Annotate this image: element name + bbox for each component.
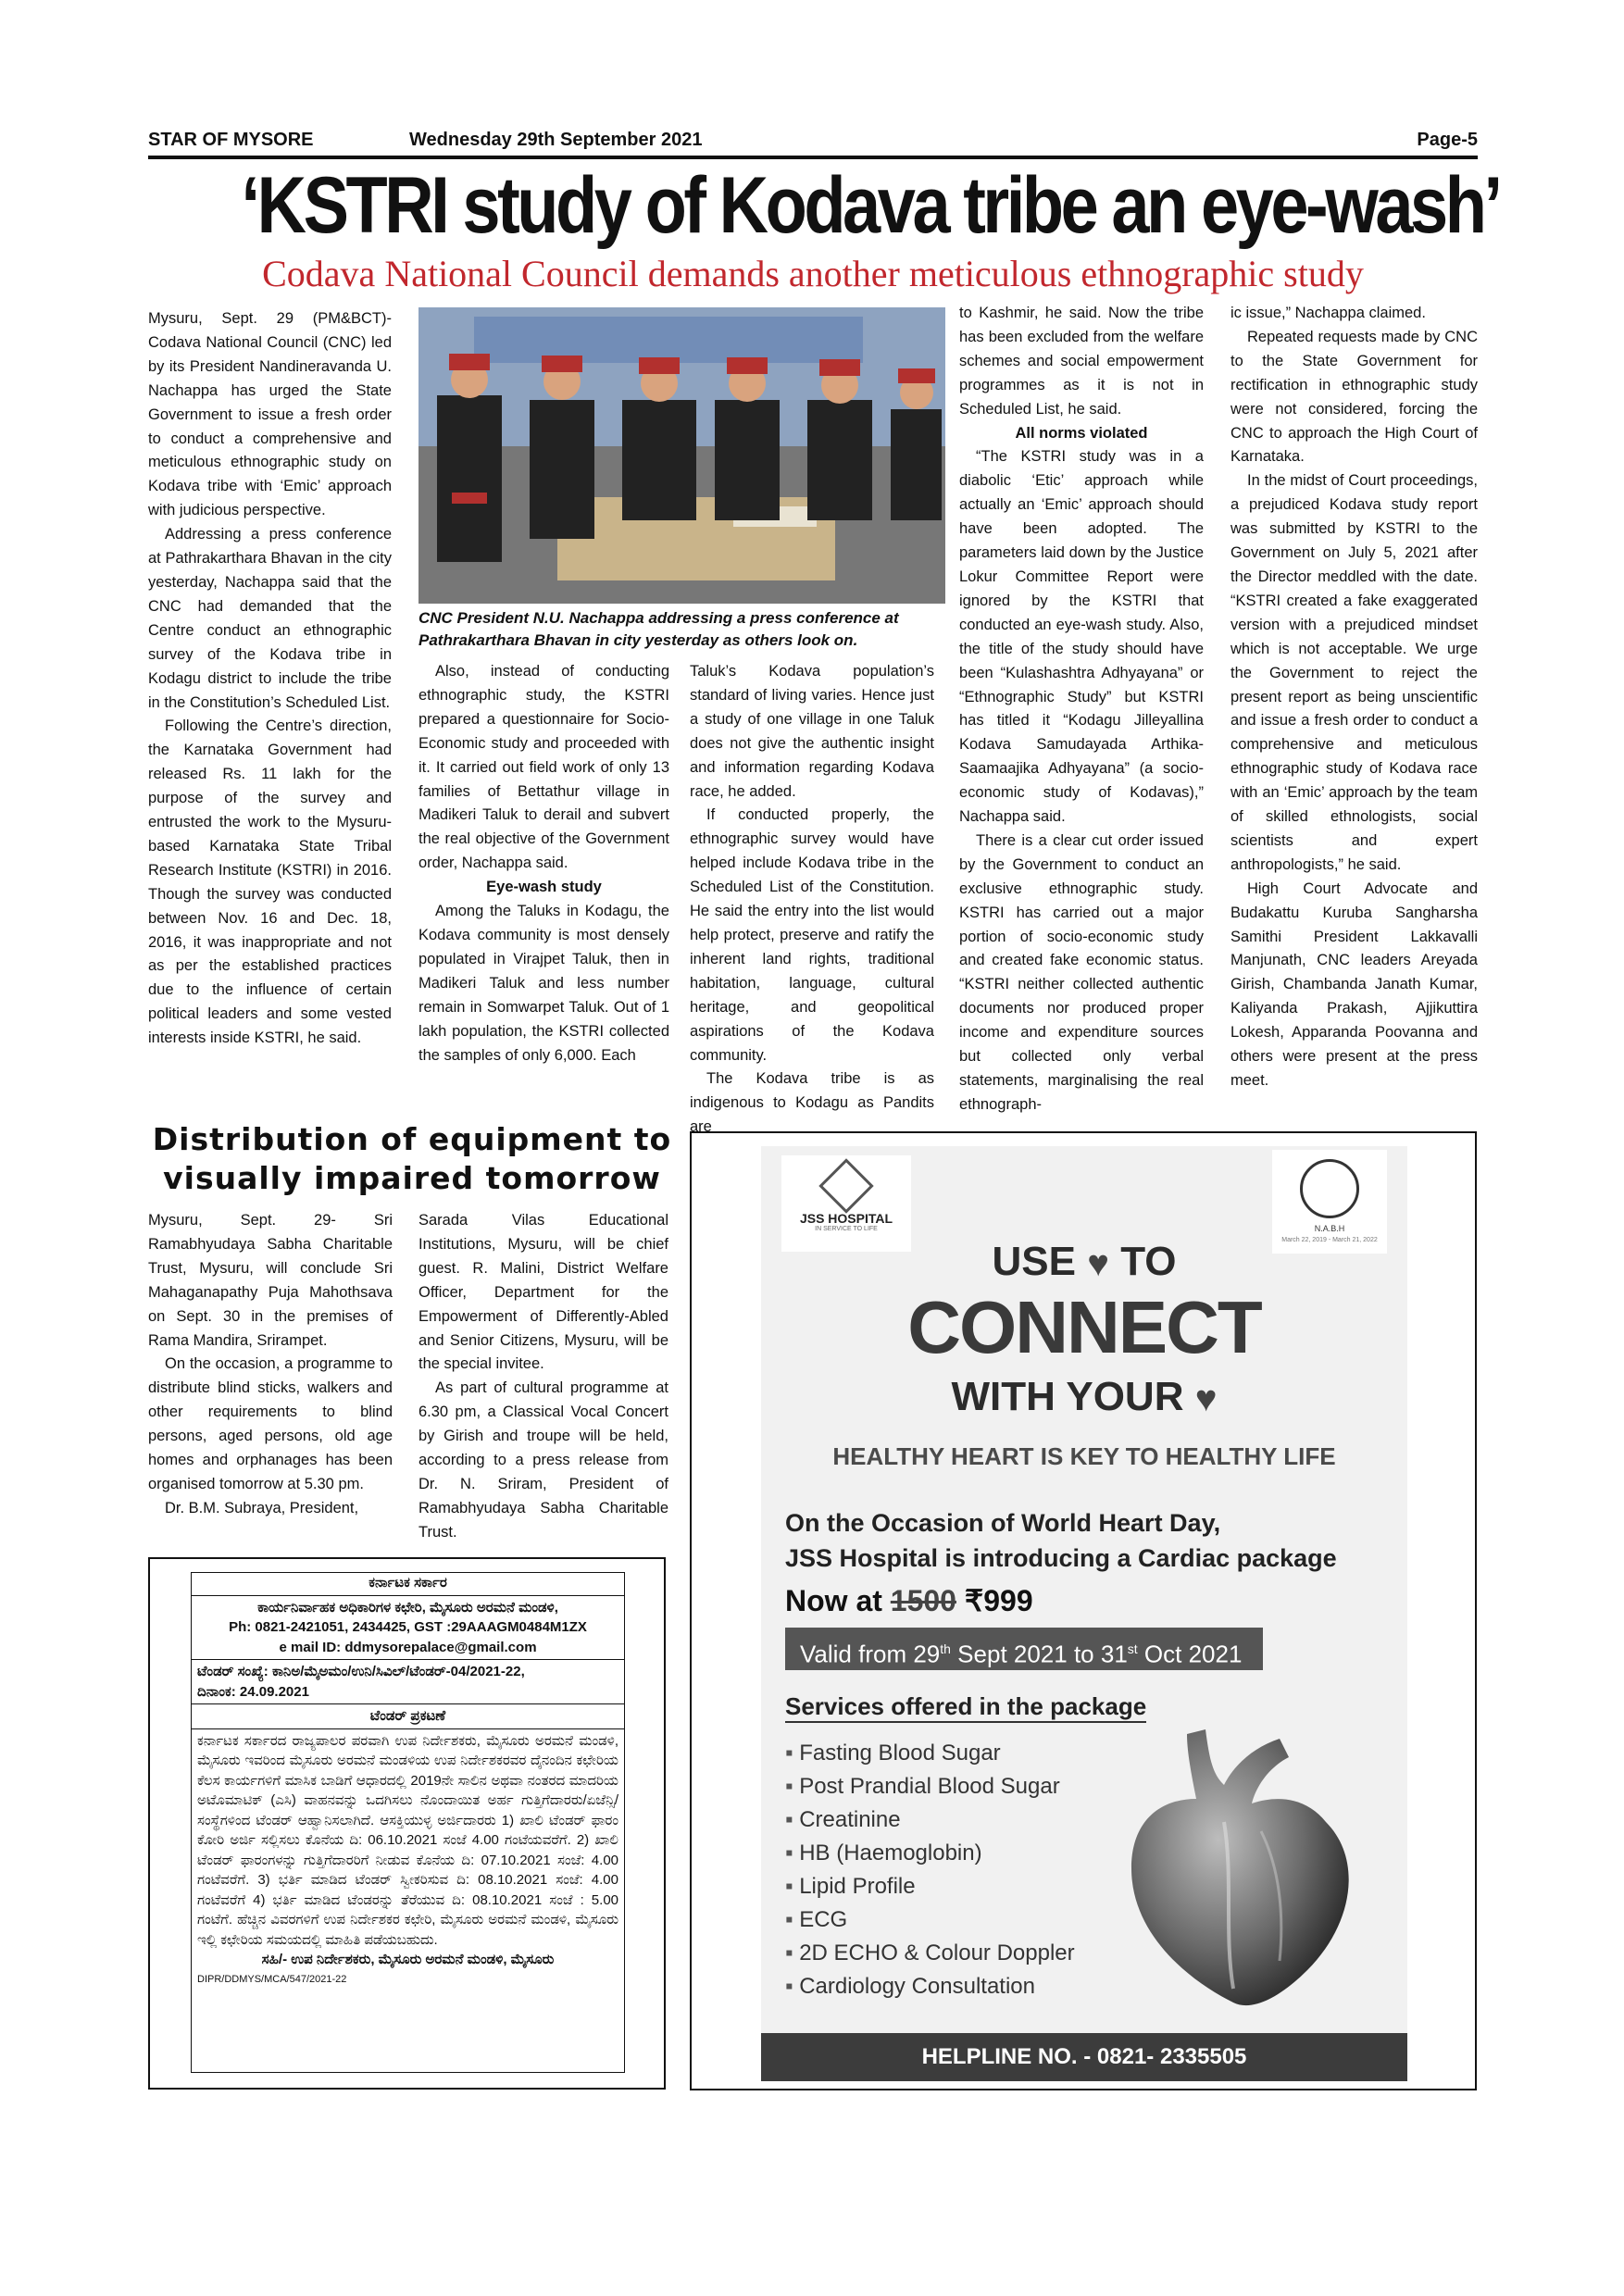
service-item: ▪ Cardiology Consultation xyxy=(785,1970,1075,2003)
old-price: 1500 xyxy=(890,1584,956,1617)
paragraph: High Court Advocate and Budakattu Kuruba Sangharsha Samithi President Lakkavalli Manjunath, CNC leaders Areyada Girish, Chambanda Janath Kumar, Kaliyanda Prakash, Ajjikuttira Lokesh, Apparanda Poovanna and others were present at the press meet. xyxy=(1230,880,1478,1089)
ad-words-with-your: WITH YOUR xyxy=(951,1374,1184,1419)
advertisement-frame xyxy=(690,1131,1477,2090)
tender-notice-box xyxy=(191,1572,625,2073)
ad-word-to: TO xyxy=(1120,1239,1177,1284)
heart-icon: ♥ xyxy=(1194,1378,1218,1419)
heart-icon: ♥ xyxy=(1087,1242,1109,1284)
ad-helpline: HELPLINE NO. - 0821- 2335505 xyxy=(761,2033,1407,2081)
story2-column-1 xyxy=(148,1209,393,1521)
ad-line-use-to xyxy=(761,1239,1407,1285)
validity-sup: th xyxy=(940,1641,951,1656)
price-label: Now at xyxy=(785,1584,882,1617)
notice-divider xyxy=(192,1659,624,1660)
paragraph: In the midst of Court proceedings, a prejudiced Kodava study report was submitted by KSTRI to the Government on July 5, 2021 after the Director meddled with the date. “KSTRI created a fake exaggerated version with a prejudiced mindset which is not acceptable. We urge the Government to reject the present report as being unscientific and issue a fresh order to conduct a comprehensive and meticulous ethnographic study of Kodava race with an ‘Emic’ approach by the team of skilled ethnologists, social scientists and expert anthropologists,” he said. xyxy=(1230,472,1478,873)
story1-column-2 xyxy=(418,660,669,1067)
story2-column-2 xyxy=(418,1209,668,1545)
story1-column-5 xyxy=(1230,302,1478,1093)
newspaper-name: STAR OF MYSORE xyxy=(148,130,314,150)
ad-tagline: HEALTHY HEART IS KEY TO HEALTHY LIFE xyxy=(832,1442,1336,1470)
service-item: ▪ Lipid Profile xyxy=(785,1870,1075,1903)
notice-phone: Ph: 0821-2421051, 2434425, GST :29AAAGM0484M1ZX xyxy=(229,1619,587,1635)
service-item: ▪ Fasting Blood Sugar xyxy=(785,1737,1075,1770)
press-conference-photo xyxy=(418,307,945,604)
page-number: Page-5 xyxy=(1417,130,1478,150)
notice-divider xyxy=(192,1595,624,1596)
paragraph: Among the Taluks in Kodagu, the Kodava community is most densely populated in Virajpet Taluk, then in Madikeri Taluk and less number remain in Somwarpet Taluk. Out of 1 lakh population, the KSTRI collected the samples of only 6,000. Each xyxy=(418,903,669,1064)
paragraph: ic issue,” Nachappa claimed. xyxy=(1230,305,1426,321)
jss-hospital-logo xyxy=(781,1155,911,1252)
services-heading: Services offered in the package xyxy=(785,1692,1146,1723)
story1-headline: ‘KSTRI study of Kodava tribe an eye-wash’ xyxy=(241,161,1500,250)
hospital-emblem-icon xyxy=(818,1158,873,1213)
story1-column-4 xyxy=(959,302,1204,1117)
nabh-label: N.A.B.H xyxy=(1314,1224,1345,1233)
paragraph: Repeated requests made by CNC to the State Government for rectification in ethnographic study were not considered, forcing the CNC to approach the High Court of Karnataka. xyxy=(1230,328,1478,466)
notice-date: ದಿನಾಂಕ: 24.09.2021 xyxy=(197,1683,309,1700)
ad-line-connect: CONNECT xyxy=(907,1286,1261,1368)
masthead xyxy=(148,128,1478,156)
service-item: ▪ Creatinine xyxy=(785,1803,1075,1837)
validity-start: Valid from 29 xyxy=(800,1640,941,1668)
service-item: ▪ Post Prandial Blood Sugar xyxy=(785,1770,1075,1803)
paragraph: As part of cultural programme at 6.30 pm, a Classical Vocal Concert by Girish and troupe will be held, according to a press release from Dr. N. Sriram, President of Ramabhyudaya Sabha Charitable Trust. xyxy=(418,1379,668,1541)
crosshead-norms-violated: All norms violated xyxy=(1015,424,1148,442)
paragraph: If conducted properly, the ethnographic survey would have helped include Kodava tribe in the Scheduled List of the Constitution. He said the entry into the list would help protect, preserve and ratify the inherent land rights, traditional habitation, language, cultural heritage, and geopolitical aspirations of the Kodava community. xyxy=(690,806,934,1064)
services-list xyxy=(785,1737,1075,2003)
service-item: ▪ 2D ECHO & Colour Doppler xyxy=(785,1937,1075,1970)
story1-subhead: Codava National Council demands another meticulous ethnographic study xyxy=(262,253,1364,294)
ad-occasion-line-2: JSS Hospital is introducing a Cardiac package xyxy=(785,1544,1337,1572)
ad-occasion-line-1: On the Occasion of World Heart Day, xyxy=(785,1509,1221,1537)
notice-government: ಕರ್ನಾಟಕ ಸರ್ಕಾರ xyxy=(369,1575,447,1591)
service-item: ▪ HB (Haemoglobin) xyxy=(785,1837,1075,1870)
paragraph: There is a clear cut order issued by the Government to conduct an exclusive ethnographic study. KSTRI has carried out a major portion of socio-economic study and created fake economic status. “KSTRI neither collected authentic documents nor produced proper income and expenditure sources but collected only verbal statements, marginalising the real ethnograph- xyxy=(959,831,1204,1113)
logo-name: JSS HOSPITAL xyxy=(799,1211,893,1226)
paragraph: Mysuru, Sept. 29- Sri Ramabhyudaya Sabha Charitable Trust, Mysuru, will conclude Sri Mahaganapathy Puja Mahothsava on Sept. 30 in the premises of Rama Mandira, Srirampet. xyxy=(148,1212,393,1349)
ad-word-use: USE xyxy=(992,1239,1076,1284)
paragraph: Sarada Vilas Educational Institutions, Mysuru, will be chief guest. R. Malini, District Welfare Officer, Department for the Empowerment of Differently-Abled and Senior Citizens, Mysuru, will be the special invitee. xyxy=(418,1212,668,1373)
paragraph: Following the Centre’s direction, the Karnataka Government had released Rs. 11 lakh for the purpose of the survey and entrusted the work to the Mysuru-based Karnataka State Tribal Research Institute (KSTRI) in 2016. Though the survey was conducted between Nov. 16 and Dec. 18, 2016, it was inappropriate and not as per the established practices due to the influence of certain political leaders and some vested interests inside KSTRI, he said. xyxy=(148,718,392,1047)
notice-office: ಕಾರ್ಯನಿರ್ವಾಹಕ ಅಧಿಕಾರಿಗಳ ಕಛೇರಿ, ಮೈಸೂರು ಅರಮನೆ ಮಂಡಳಿ, xyxy=(257,1599,558,1616)
paragraph: On the occasion, a programme to distribute blind sticks, walkers and other requirements to blind persons, aged persons, old age homes and orphanages has been organised tomorrow at 5.30 pm. xyxy=(148,1355,393,1492)
story2-headline: Distribution of equipment to visually impaired tomorrow xyxy=(152,1121,672,1196)
paragraph: to Kashmir, he said. Now the tribe has been excluded from the welfare schemes and social empowerment programmes as it is not in Scheduled List, he said. xyxy=(959,305,1204,418)
paragraph: Also, instead of conducting ethnographic study, the KSTRI prepared a questionnaire for Socio-Economic study and proceeded with it. It carried out field work of only 13 families of Bettathur village in Madikeri Taluk to derail and subvert the real objective of the Government order, Nachappa said. xyxy=(418,663,669,872)
notice-tender-number: ಟೆಂಡರ್ ಸಂಖ್ಯೆ: ಕಾನಿಅ/ಮೈಅಮಂ/ಉನಿ/ಸಿವಿಲ್/ಟೆಂಡರ್-04/2021-22, xyxy=(197,1664,525,1679)
notice-divider xyxy=(192,1728,624,1729)
crosshead-eye-wash: Eye-wash study xyxy=(486,879,602,896)
notice-code: DIPR/DDMYS/MCA/547/2021-22 xyxy=(197,1973,347,1985)
paragraph: Mysuru, Sept. 29 (PM&BCT)- Codava National Council (CNC) led by its President Nandineravanda U. Nachappa has urged the State Government to issue a fresh order to conduct a comprehensive and meticulous ethnographic study on Kodava tribe with ‘Emic’ approach with judicious perspective. xyxy=(148,310,392,519)
jss-hospital-ad xyxy=(761,1146,1407,2081)
paragraph: Addressing a press conference at Pathrakarthara Bhavan in the city yesterday, Nachappa said that the CNC had demanded that the Centre conduct an ethnographic survey of the Kodava tribe in Kodagu district to include the tribe in the Constitution’s Scheduled List. xyxy=(148,526,392,711)
notice-title: ಟೆಂಡರ್ ಪ್ರಕಟಣೆ xyxy=(369,1708,446,1724)
nabh-seal-icon xyxy=(1300,1159,1359,1218)
ad-occasion xyxy=(785,1505,1387,1576)
validity-sup: st xyxy=(1127,1641,1138,1656)
press-conference-image xyxy=(418,307,945,604)
anatomical-heart-icon xyxy=(1094,1711,1391,2016)
new-price: ₹999 xyxy=(964,1584,1033,1617)
notice-signature: ಸಹಿ/- ಉಪ ನಿರ್ದೇಶಕರು, ಮೈಸೂರು ಅರಮನೆ ಮಂಡಳಿ, ಮೈಸೂರು xyxy=(261,1952,555,1967)
notice-body: ಕರ್ನಾಟಕ ಸರ್ಕಾರದ ರಾಜ್ಯಪಾಲರ ಪರವಾಗಿ ಉಪ ನಿರ್ದೇಶಕರು, ಮೈಸೂರು ಅರಮನೆ ಮಂಡಳಿ, ಮೈಸೂರು ಇವರಿಂದ ಮೈಸೂರು ಅರಮನೆ ಮಂಡಳಿಯ ಉಪ ನಿರ್ದೇಶಕರವರ ದೈನಂದಿನ ಕಛೇರಿಯ ಕೆಲಸ ಕಾರ್ಯಗಳಿಗೆ ಮಾಸಿಕ ಬಾಡಿಗೆ ಆಧಾರದಲ್ಲಿ 2019ನೇ ಸಾಲಿನ ಅಥವಾ ನಂತರದ ಮಾದರಿಯ ಅಟೊಮಾಟಿಕ್ (ಎಸಿ) ವಾಹನವನ್ನು ಒದಗಿಸಲು ನೊಂದಾಯಿತ ಅರ್ಹ ಗುತ್ತಿಗೆದಾರರು/ಏಜೆನ್ಸಿ/ಸಂಸ್ಥೆಗಳಿಂದ ಟೆಂಡರ್ ಆಹ್ವಾನಿಸಲಾಗಿದೆ. ಆಸಕ್ತಿಯುಳ್ಳ ಅರ್ಜಿದಾರರು 1) ಖಾಲಿ ಟೆಂಡರ್ ಫಾರಂ ಕೋರಿ ಅರ್ಜಿ ಸಲ್ಲಿಸಲು ಕೊನೆಯ ದಿ: 06.10.2021 ಸಂಜೆ 4.00 ಗಂಟೆಯವರೆಗೆ. 2) ಖಾಲಿ ಟೆಂಡರ್ ಫಾರಂಗಳನ್ನು ಗುತ್ತಿಗೆದಾರರಿಗೆ ನೀಡುವ ಕೊನೆಯ ದಿ: 07.10.2021 ಸಂಜೆ: 4.00 ಗಂಟೆವರೆಗೆ. 3) ಭರ್ತಿ ಮಾಡಿದ ಟೆಂಡರ್ ಸ್ವೀಕರಿಸುವ ದಿ: 08.10.2021 ಸಂಜೆ: 4.00 ಗಂಟೆವರೆಗೆ 4) ಭರ್ತಿ ಮಾಡಿದ ಟೆಂಡರನ್ನು ತೆರೆಯುವ ದಿ: 08.10.2021 ಸಂಜೆ : 5.00 ಗಂಟೆಗೆ. ಹೆಚ್ಚಿನ ವಿವರಗಳಿಗೆ ಉಪ ನಿರ್ದೇಶಕರ ಕಛೇರಿ, ಮೈಸೂರು ಅರಮನೆ ಮಂಡಳಿ, ಮೈಸೂರು ಇಲ್ಲಿ ಕಛೇರಿಯ ಸಮಯದಲ್ಲಿ ಮಾಹಿತಿ ಪಡೆಯಬಹುದು. xyxy=(197,1732,618,1948)
ad-price xyxy=(785,1583,1033,1618)
paragraph: Dr. B.M. Subraya, President, xyxy=(165,1499,359,1516)
paragraph: “The KSTRI study was in a diabolic ‘Etic’ approach while actually an ‘Emic’ approach should have been adopted. The parameters laid down by the Justice Lokur Committee Report were ignored by the KSTRI that conducted an eye-wash study. Also, the title of the study should have been “Kulashashtra Adhyayana” or “Ethnographic Study” but KSTRI has titled it “Kodagu Jilleyallina Kodava Samudayada Arthika-Saamaajika Adhyayana” (a socio-economic study of Kodavas),” Nachappa said. xyxy=(959,448,1204,826)
notice-divider xyxy=(192,1703,624,1704)
paragraph: The Kodava tribe is as indigenous to Kodagu as Pandits are xyxy=(690,1070,934,1136)
paragraph: Taluk’s Kodava population’s standard of living varies. Hence just a study of one village in one Taluk does not give the authentic insight and information regarding Kodava race, he added. xyxy=(690,663,934,800)
ad-validity xyxy=(785,1628,1263,1670)
story1-column-1 xyxy=(148,307,392,1051)
notice-email: e mail ID: ddmysorepalace@gmail.com xyxy=(279,1639,537,1655)
tender-notice xyxy=(148,1557,666,2090)
photo-caption: CNC President N.U. Nachappa addressing a press conference at Pathrakarthara Bhavan in city yesterday as others look on. xyxy=(418,609,899,649)
nabh-dates: March 22, 2019 - March 21, 2022 xyxy=(1281,1237,1378,1243)
issue-date: Wednesday 29th September 2021 xyxy=(409,130,703,150)
ad-line-with-your xyxy=(761,1374,1407,1420)
service-item: ▪ ECG xyxy=(785,1903,1075,1937)
story1-column-3 xyxy=(690,660,934,1140)
validity-end: Oct 2021 xyxy=(1137,1640,1243,1668)
validity-mid: Sept 2021 to 31 xyxy=(950,1640,1128,1668)
logo-tagline: IN SERVICE TO LIFE xyxy=(815,1226,878,1232)
